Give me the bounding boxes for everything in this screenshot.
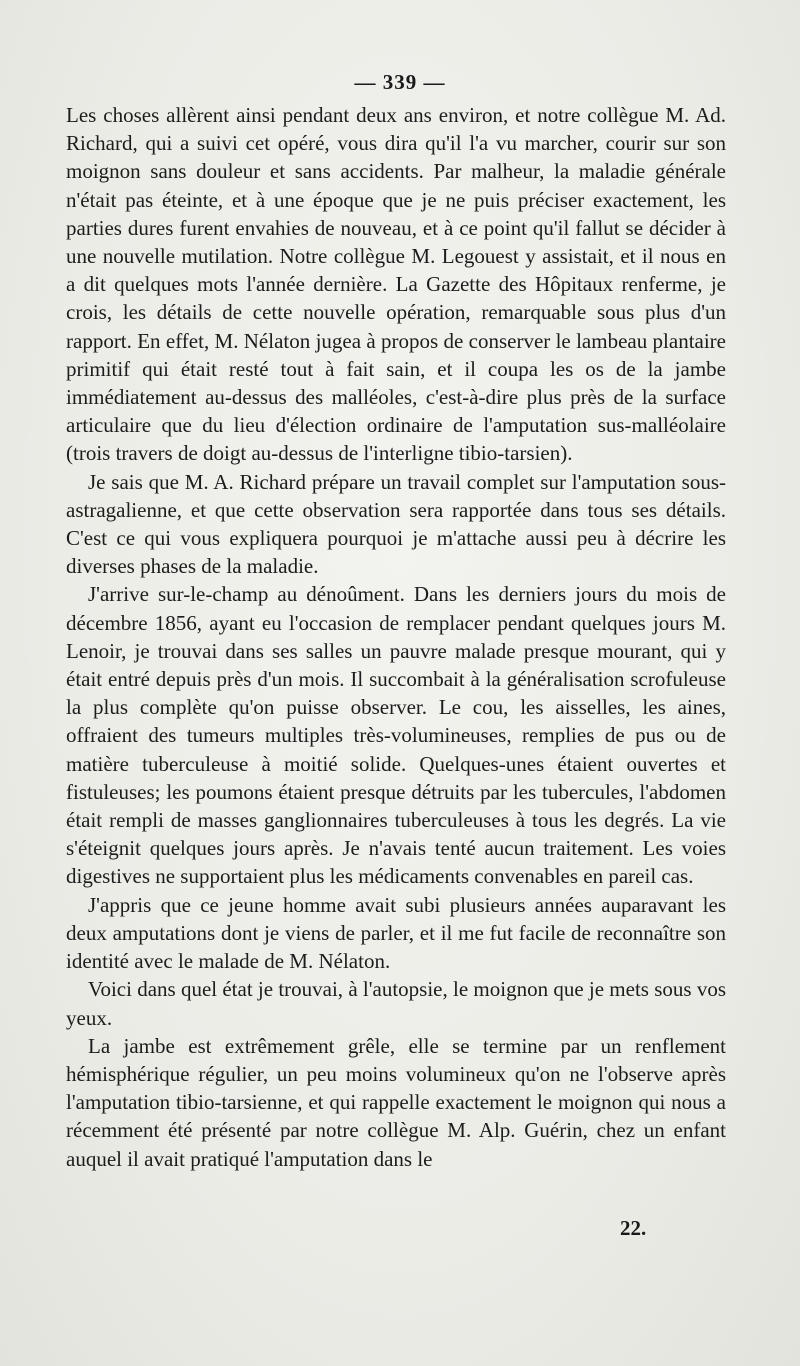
paragraph-2: Je sais que M. A. Richard prépare un travail complet sur l'amputation sous-astragalienne, et que cette observation sera rapportée dans tous ses détails. C'est ce qui vous expliquera pourquoi je m'attache aussi peu à décrire les diverses phases de la maladie. [66,469,726,579]
paragraph-6: La jambe est extrêmement grêle, elle se termine par un renflement hémisphérique régulier, un peu moins volumineux qu'on ne l'observe après l'amputation tibio-tarsienne, et qui rappelle exactement le moignon qui nous a récemment été présenté par notre collègue M. Alp. Guérin, chez un enfant auquel il avait pratiqué l'amputation dans le [66,1033,726,1171]
signature-mark: 22. [620,1216,647,1240]
paragraph-4: J'appris que ce jeune homme avait subi plusieurs années auparavant les deux amputations dont je viens de parler, et il me fut facile de reconnaître son identité avec le malade de M. Nélaton. [66,892,726,974]
page-number: — 339 — [354,70,446,94]
body-text [66,101,726,1173]
paragraph-5: Voici dans quel état je trouvai, à l'autopsie, le moignon que je mets sous vos yeux. [66,977,726,1030]
paragraph-1: Les choses allèrent ainsi pendant deux ans environ, et notre collègue M. Ad. Richard, qui a suivi cet opéré, vous dira qu'il l'a vu marcher, courir sur son moignon sans douleur et sans accidents. Par malheur, la maladie générale n'était pas éteinte, et à une époque que je ne puis préciser exactement, les parties dures furent envahies de nouveau, et à ce point qu'il fallut se décider à une nouvelle mutilation. Notre collègue M. Legouest y assistait, et il nous en a dit quelques mots l'année dernière. La Gazette des Hôpitaux renferme, je crois, les détails de cette nouvelle opération, remarquable sous plus d'un rapport. En effet, M. Nélaton jugea à propos de conserver le lambeau plantaire primitif qui était resté tout à fait sain, et il coupa les os de la jambe immédiatement au-dessus des malléoles, c'est-à-dire plus près de la surface articulaire que du lieu d'élection ordinaire de l'amputation sus-malléolaire (trois travers de doigt au-dessus de l'interligne tibio-tarsien). [66,103,726,466]
paragraph-3: J'arrive sur-le-champ au dénoûment. Dans les derniers jours du mois de décembre 1856, ayant eu l'occasion de remplacer pendant quelques jours M. Lenoir, je trouvai dans ses salles un pauvre malade presque mourant, qui y était entré depuis près d'un mois. Il succombait à la généralisation scrofuleuse la plus complète qu'on puisse observer. Le cou, les aisselles, les aines, offraient des tumeurs multiples très-volumineuses, remplies de pus ou de matière tuberculeuse à moitié solide. Quelques-unes étaient ouvertes et fistuleuses; les poumons étaient presque détruits par les tubercules, l'abdomen était rempli de masses ganglionnaires tuberculeuses à tous les degrés. La vie s'éteignit quelques jours après. Je n'avais tenté aucun traitement. Les voies digestives ne supportaient plus les médicaments convenables en pareil cas. [66,582,726,889]
